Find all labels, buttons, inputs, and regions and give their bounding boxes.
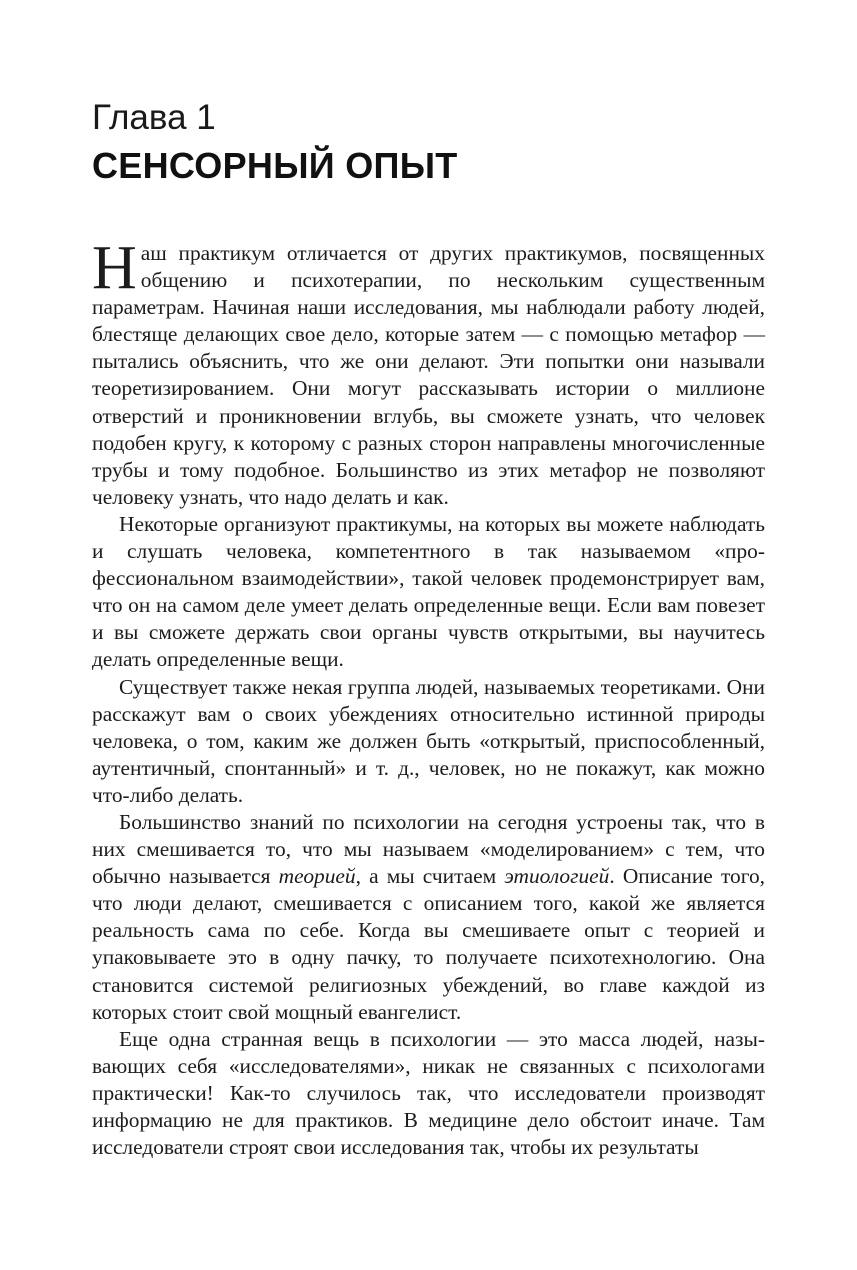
paragraph-3: Существует также некая группа людей, называемых теоретиками. Они расскажут вам о своих убеждениях относительно истинной природы человека, о том, каким же должен быть «открытый, приспособленный, аутентичный, спонтанный» и т. д., человек, но не покажут, как можно что-либо делать. (92, 674, 765, 807)
chapter-body (92, 234, 765, 1161)
term-etiology: этиологией (504, 864, 610, 889)
chapter-number: Глава 1 (92, 98, 216, 137)
paragraph-5: Еще одна странная вещь в психологии — это масса людей, называющих себя «исследователями», никак не связанных с психологами практически! Как-то случилось так, что исследователи производят информацию не для практиков. В медицине дело обстоит иначе. Там исследователи строят свои исследования так, чтобы их результаты (92, 1026, 765, 1160)
paragraph-1 (92, 234, 765, 511)
chapter-title: СЕНСОРНЫЙ ОПЫТ (92, 145, 458, 186)
paragraph-2: Некоторые организуют практикумы, на которых вы можете наблюдать и слушать человека, компетентного в так называемом «профессиональном взаимодействии», такой человек продемонстрирует вам, что он на самом деле умеет делать определенные вещи. Если вам повезет и вы сможете держать свои органы чувств открытыми, вы научитесь делать определенные вещи. (92, 511, 765, 672)
paragraph-4 (92, 809, 765, 1026)
paragraph-4-text-a: Большинство знаний по психологии на сегодня устроены так, что в них смешивается то, что мы называем «моделированием» с тем, что обычно называется (92, 809, 765, 889)
paragraph-4-text-c: . Описание того, что люди делают, смешивается с описанием того, какой же является реальность сама по себе. Когда вы смешиваете опыт с теорией и упаковываете это в одну пачку, то получаете психотехнологию. Она становится системой религиозных убеждений, во главе каждой из которых стоит свой мощный евангелист. (92, 864, 765, 1024)
term-theory: теорией (278, 864, 356, 889)
drop-cap: Н (92, 234, 137, 302)
paragraph-1-text: аш практикум отличается от других практикумов, посвященных общению и психотерапии, по нескольким существенным параметрам. Начиная наши исследования, мы наблюдали работу людей, блестяще делающих свое дело, которые затем — с помощью метафор — пытались объяснить, что же они делают. Эти попытки они называли теоретизированием. Они могут рассказывать истории о миллионе отверстий и проникновении вглубь, вы сможете узнать, что человек подобен кругу, к которому с разных сторон направлены многочисленные трубы и тому подобное. Большинство из этих метафор не позволяют человеку узнать, что надо делать и как. (92, 241, 765, 509)
paragraph-4-text-b: , а мы считаем (355, 864, 505, 889)
